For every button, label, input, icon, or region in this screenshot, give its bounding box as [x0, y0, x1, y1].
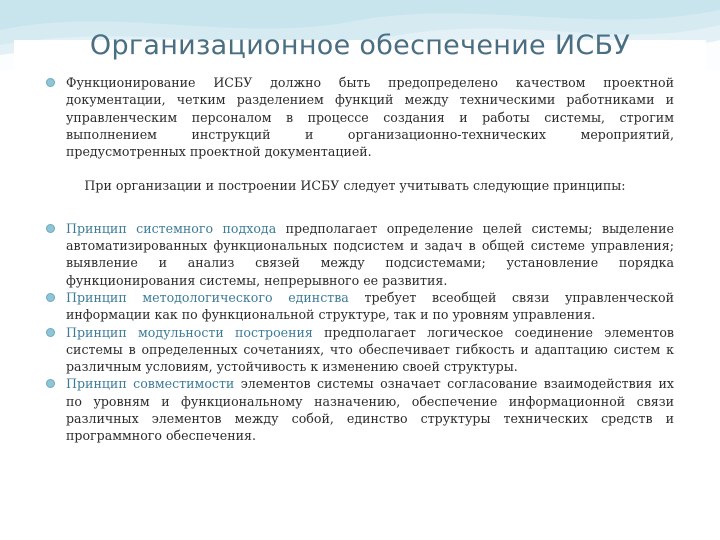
intro-bullet-text: Функционирование ИСБУ должно быть предопределено качеством проектной документации, четким разделением функций между техническими работниками и управленческим персоналом в процессе создания и работы системы, строгим выполнением инструкций и организационно-технических мероприятий, предусмотренных проектной документацией.: [66, 75, 674, 160]
list-item: [44, 324, 674, 376]
principle-text: предполагает определение целей системы; выделение автоматизированных функциональных подсистем и задач в общей системе управления; выявление и анализ связей между подсистемами; установление порядка функционирования системы, непрерывного ее развития.: [66, 220, 674, 288]
list-item: [44, 220, 674, 289]
slide-body: [44, 74, 674, 445]
principle-name: Принцип системного подхода: [66, 220, 277, 236]
principle-name: Принцип методологического единства: [66, 289, 349, 305]
principles-intro: При организации и построении ИСБУ следует учитывать следующие принципы:: [84, 178, 626, 194]
bullet-dot-icon: [46, 379, 55, 388]
principle-name: Принцип модульности построения: [66, 324, 313, 340]
list-item: [44, 289, 674, 324]
principles-list: [44, 220, 674, 445]
bullet-dot-icon: [46, 328, 55, 337]
principle-text: требует всеобщей связи управленческой информации как по функциональной структуре, так и по уровням управления.: [66, 289, 674, 323]
principle-text: предполагает логическое соединение элементов системы в определенных сочетаниях, что обеспечивает гибкость и адаптацию систем к различным условиям, устойчивость к изменению своей структуры.: [66, 324, 674, 375]
bullet-dot-icon: [46, 78, 55, 87]
principle-text: элементов системы означает согласование взаимодействия их по уровням и функциональному назначению, обеспечение информационной связи различных элементов между собой, единство структуры технических средств и программного обеспечения.: [66, 376, 675, 444]
principle-name: Принцип совместимости: [66, 376, 235, 392]
bullet-dot-icon: [46, 224, 55, 233]
intro-bullet-item: [44, 74, 674, 160]
bullet-dot-icon: [46, 293, 55, 302]
list-item: [44, 375, 674, 444]
page-title: Организационное обеспечение ИСБУ: [89, 30, 631, 61]
